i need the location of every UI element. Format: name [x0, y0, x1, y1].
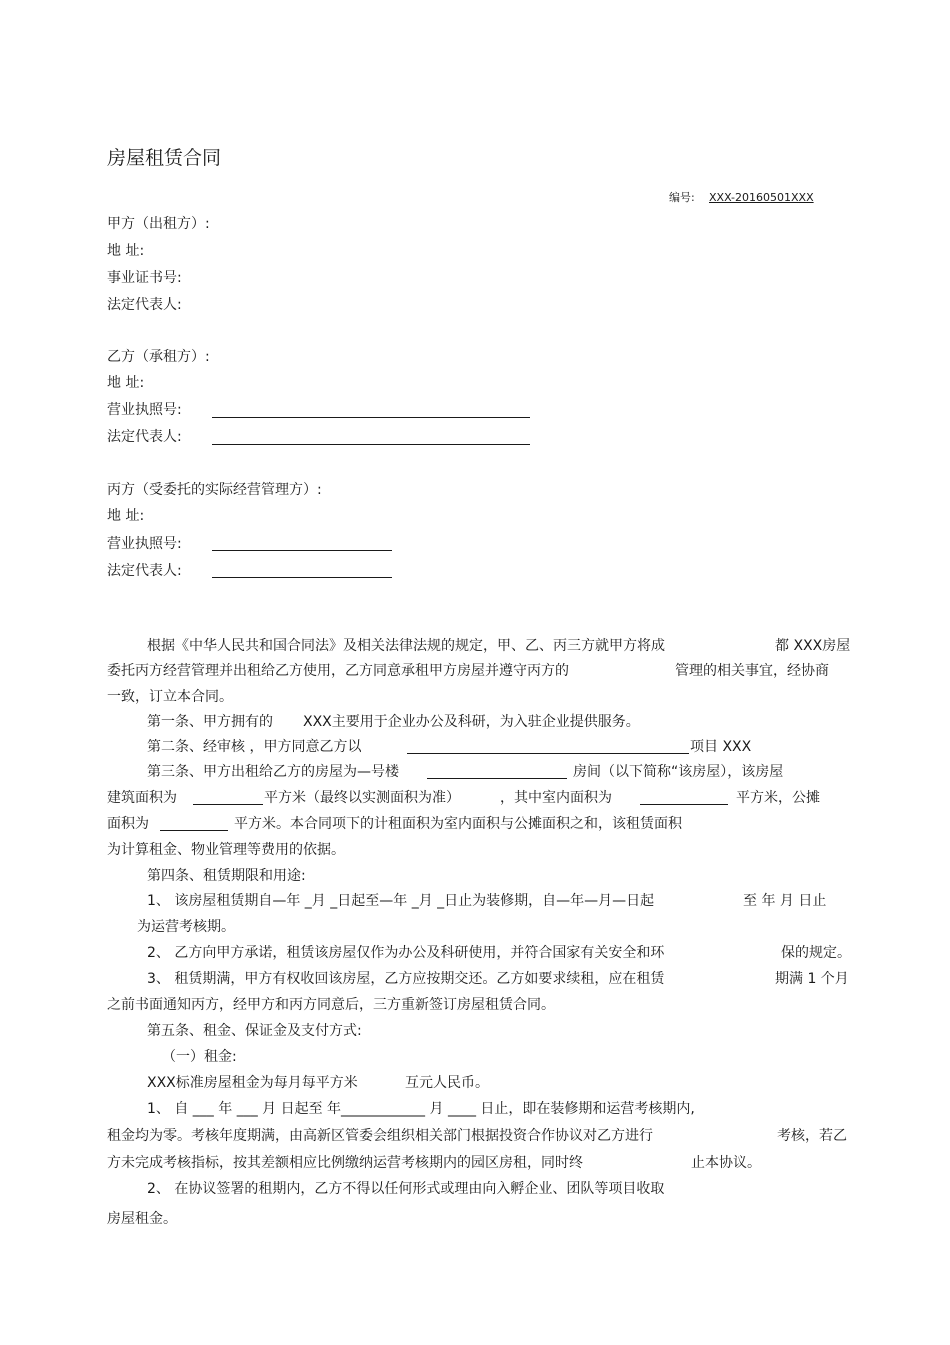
- article5-standard-rent-a: XXX标准房屋租金为每月每平方米: [147, 1075, 358, 1091]
- article3-area-blank: [193, 804, 263, 805]
- preamble-line3: 一致，订立本合同。: [107, 689, 233, 705]
- article5-item1-line3b: 止本协议。: [691, 1155, 761, 1171]
- preamble-line1b: 都 XXX房屋: [775, 638, 851, 654]
- party-a-cert-label: 事业证书号:: [107, 270, 182, 286]
- article3-line2a: 建筑面积为: [107, 790, 177, 806]
- preamble-line2a: 委托丙方经营管理并出租给乙方使用，乙方同意承租甲方房屋并遵守丙方的: [107, 663, 569, 679]
- article4-item3a: 3、 租赁期满，甲方有权收回该房屋，乙方应按期交还。乙方如要求续租，应在租赁: [147, 971, 665, 987]
- document-title: 房屋租赁合同: [107, 147, 222, 169]
- preamble-line2b: 管理的相关事宜，经协商: [675, 663, 829, 679]
- article4-item2a: 2、 乙方向甲方承诺，租赁该房屋仅作为办公及科研使用，并符合国家有关安全和环: [147, 945, 665, 961]
- article2-b: 项目 XXX: [690, 739, 752, 755]
- article3-line1b: 房间（以下简称“该房屋），该房屋: [573, 764, 784, 780]
- article4-item2b: 保的规定。: [781, 945, 851, 961]
- party-b-license-blank: [212, 417, 530, 418]
- article5-item1-line1: 1、 自 ___ 年 ___ 月 日起至 年____________ 月 ____ 日止，即在装修期和运营考核期内,: [147, 1101, 695, 1117]
- article5-item2-line1: 2、 在协议签署的租期内，乙方不得以任何形式或理由向入孵企业、团队等项目收取: [147, 1181, 665, 1197]
- article1-b: XXX主要用于企业办公及科研，为入驻企业提供服务。: [303, 714, 640, 730]
- article2-blank: [407, 753, 689, 754]
- contract-number-label: 编号:: [669, 191, 695, 204]
- article5-heading: 第五条、租金、保证金及支付方式:: [147, 1023, 362, 1039]
- article3-indoor-blank: [640, 804, 728, 805]
- article4-item3c: 之前书面通知丙方，经甲方和丙方同意后，三方重新签订房屋租赁合同。: [107, 997, 555, 1013]
- article4-item1a: 1、 该房屋租赁期自—年 _月 _日起至—年 _月 _日止为装修期，自—年—月—日起: [147, 893, 655, 909]
- party-a-heading: 甲方（出租方）:: [107, 216, 210, 232]
- party-c-heading: 丙方（受委托的实际经营管理方）:: [107, 482, 322, 498]
- article5-item2-line2: 房屋租金。: [107, 1211, 177, 1227]
- article5-standard-rent-b: 互元人民币。: [405, 1075, 489, 1091]
- article3-line4: 为计算租金、物业管理等费用的依据。: [107, 842, 345, 858]
- article5-rent-heading: （一）租金:: [162, 1049, 237, 1065]
- contract-number-value: XXX-20160501XXX: [709, 191, 814, 204]
- party-c-license-label: 营业执照号:: [107, 536, 182, 552]
- article5-item1-line2a: 租金均为零。考核年度期满，由高新区管委会组织相关部门根据投资合作协议对乙方进行: [107, 1128, 653, 1144]
- article3-line1a: 第三条、甲方出租给乙方的房屋为—号楼: [147, 764, 399, 780]
- article3-line2b: 平方米（最终以实测面积为准）: [264, 790, 460, 806]
- article3-shared-blank: [160, 830, 228, 831]
- party-c-rep-blank: [212, 577, 392, 578]
- article3-line2c: ，其中室内面积为: [500, 790, 612, 806]
- party-a-rep-label: 法定代表人:: [107, 297, 182, 313]
- party-b-heading: 乙方（承租方）:: [107, 349, 210, 365]
- article5-item1-line3a: 方未完成考核指标，按其差额相应比例缴纳运营考核期内的园区房租，同时终: [107, 1155, 583, 1171]
- party-b-address-label: 地 址:: [107, 375, 145, 391]
- party-c-rep-label: 法定代表人:: [107, 563, 182, 579]
- article5-item1-line2b: 考核，若乙: [777, 1128, 847, 1144]
- article4-item3b: 期满 1 个月: [775, 971, 849, 987]
- preamble-line1a: 根据《中华人民共和国合同法》及相关法律法规的规定，甲、乙、丙三方就甲方将成: [147, 638, 665, 654]
- article3-line3a: 面积为: [107, 816, 149, 832]
- party-a-address-label: 地 址:: [107, 243, 145, 259]
- party-b-rep-blank: [212, 444, 530, 445]
- article3-building-blank: [427, 778, 567, 779]
- article4-item1c: 为运营考核期。: [137, 919, 235, 935]
- party-b-license-label: 营业执照号:: [107, 402, 182, 418]
- article3-line3b: 平方米。本合同项下的计租面积为室内面积与公摊面积之和，该租赁面积: [234, 816, 682, 832]
- article4-item1b: 至 年 月 日止: [743, 893, 827, 909]
- article3-line2d: 平方米，公摊: [736, 790, 820, 806]
- party-b-rep-label: 法定代表人:: [107, 429, 182, 445]
- article2-a: 第二条、经审核 ，甲方同意乙方以: [147, 739, 362, 755]
- article4-heading: 第四条、租赁期限和用途:: [147, 868, 306, 884]
- party-c-license-blank: [212, 550, 392, 551]
- party-c-address-label: 地 址:: [107, 508, 145, 524]
- article1-a: 第一条、甲方拥有的: [147, 714, 273, 730]
